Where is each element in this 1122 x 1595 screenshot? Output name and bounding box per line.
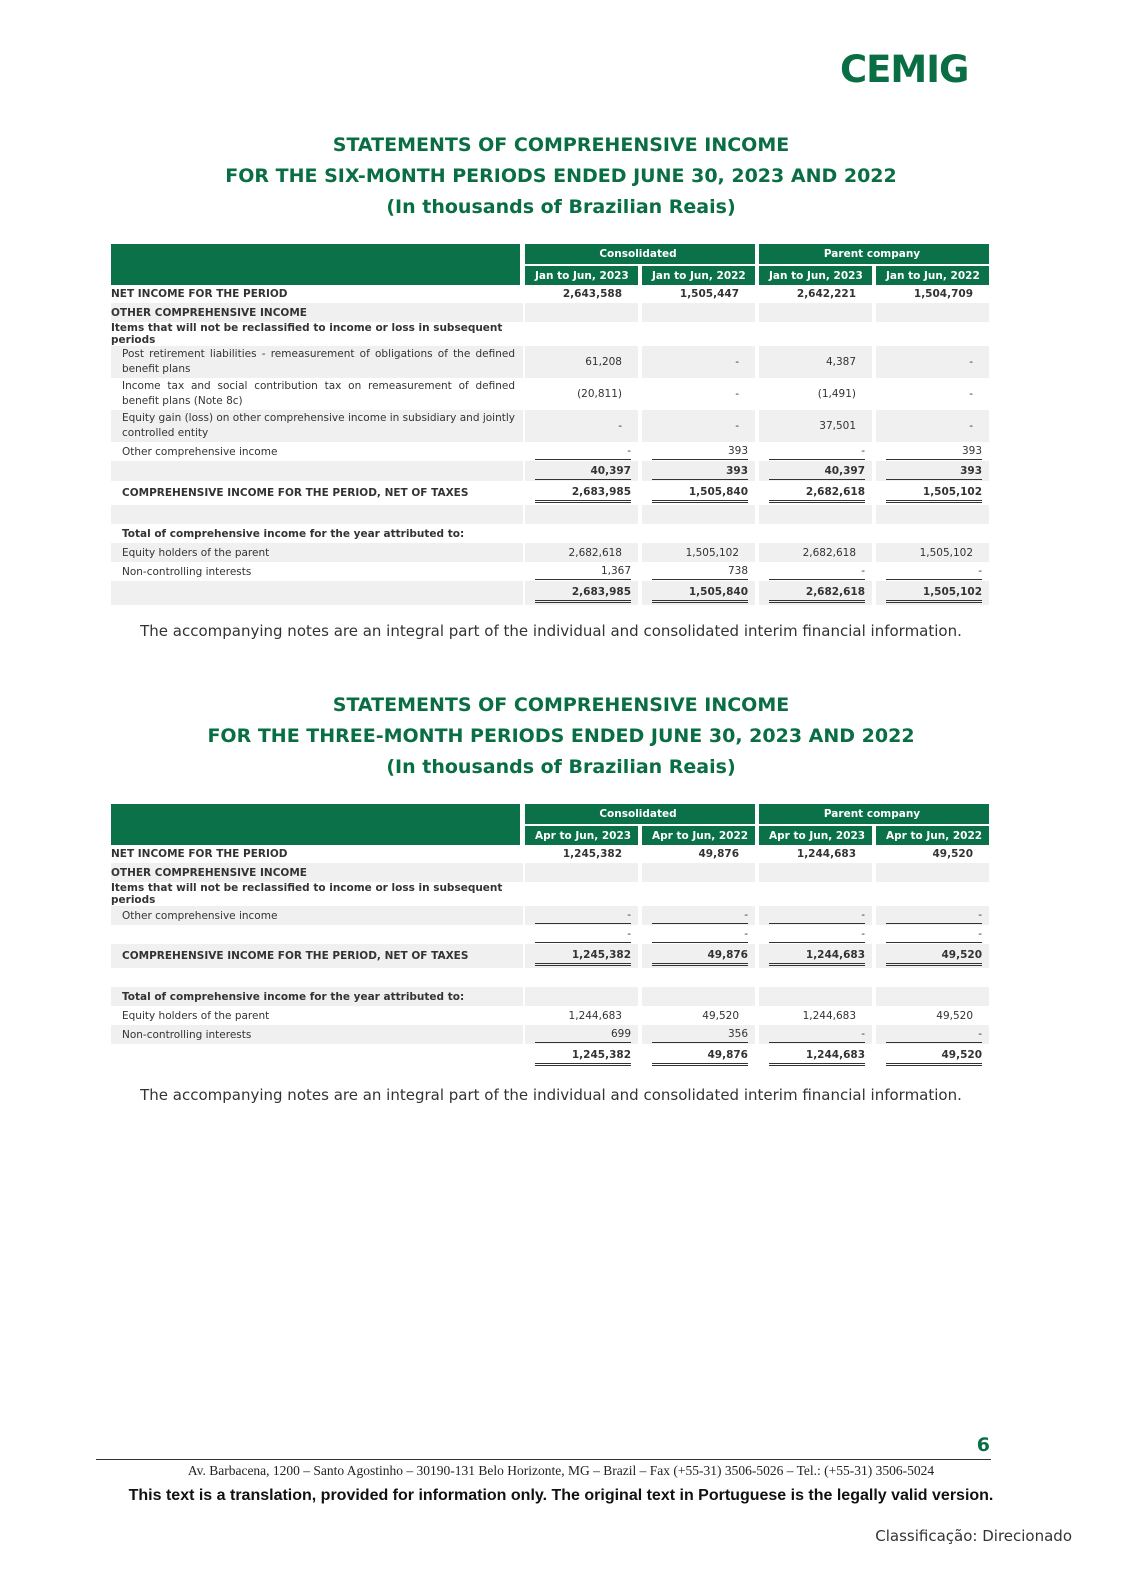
row-label: NET INCOME FOR THE PERIOD bbox=[111, 288, 288, 300]
row-label: COMPREHENSIVE INCOME FOR THE PERIOD, NET OF TAXES bbox=[122, 487, 469, 499]
six-month-statement-table bbox=[111, 244, 991, 605]
header-group-parent: Parent company bbox=[757, 244, 991, 266]
cell-value: 4,387 bbox=[757, 346, 874, 378]
statement2-title-line: STATEMENTS OF COMPREHENSIVE INCOME bbox=[332, 694, 790, 716]
row-label: Other comprehensive income bbox=[122, 445, 278, 458]
table-row bbox=[111, 863, 991, 882]
row-label: Income tax and social contribution tax on remeasurement of defined benefit plans (Note 8c) bbox=[122, 380, 515, 407]
table-row bbox=[111, 322, 991, 346]
cell-value: 2,682,618 bbox=[757, 543, 874, 562]
column-header: Jan to Jun, 2023 bbox=[757, 266, 874, 285]
table-row bbox=[111, 481, 991, 505]
table-row bbox=[111, 987, 991, 1006]
cell-value: 1,505,447 bbox=[640, 285, 757, 303]
column-header: Apr to Jun, 2022 bbox=[640, 826, 757, 845]
cell-value: 356 bbox=[652, 1026, 748, 1043]
cell-value: 1,244,683 bbox=[757, 1006, 874, 1025]
cell-value: 1,245,382 bbox=[523, 845, 640, 863]
statement1-title-line: (In thousands of Brazilian Reais) bbox=[386, 196, 736, 218]
table-row bbox=[111, 524, 991, 543]
cell-value: 49,520 bbox=[640, 1006, 757, 1025]
column-header: Apr to Jun, 2023 bbox=[757, 826, 874, 845]
cell-value: 2,682,618 bbox=[523, 543, 640, 562]
total-value: 1,505,840 bbox=[652, 484, 748, 503]
table-row bbox=[111, 378, 991, 410]
cell-value: 699 bbox=[535, 1026, 631, 1043]
cell-value: - bbox=[769, 563, 865, 580]
cell-value: 49,520 bbox=[874, 1006, 991, 1025]
statement2-title bbox=[0, 690, 1122, 783]
statement1-note: The accompanying notes are an integral part of the individual and consolidated interim financial information. bbox=[140, 622, 962, 640]
statement2-note: The accompanying notes are an integral part of the individual and consolidated interim financial information. bbox=[140, 1086, 962, 1104]
subtotal-value: 40,397 bbox=[769, 463, 865, 480]
total-value: 1,505,102 bbox=[886, 584, 982, 603]
header-group-consolidated: Consolidated bbox=[523, 804, 757, 826]
table-row bbox=[111, 906, 991, 925]
cell-value: 1,244,683 bbox=[523, 1006, 640, 1025]
statement1-title-line: STATEMENTS OF COMPREHENSIVE INCOME bbox=[332, 134, 790, 156]
table-row bbox=[111, 1044, 991, 1068]
cell-value: 1,505,102 bbox=[874, 543, 991, 562]
table-row bbox=[111, 303, 991, 322]
cell-value: - bbox=[769, 443, 865, 460]
table-row bbox=[111, 285, 991, 303]
total-value: 2,682,618 bbox=[769, 584, 865, 603]
header-group-consolidated: Consolidated bbox=[523, 244, 757, 266]
row-label: Non-controlling interests bbox=[111, 1025, 523, 1044]
row-label: Items that will not be reclassified to income or loss in subsequent periods bbox=[111, 882, 503, 906]
cell-value: - bbox=[523, 410, 640, 442]
translation-disclaimer: This text is a translation, provided for information only. The original text in Portuguese is the legally valid version. bbox=[128, 1487, 994, 1504]
logo-text: CEMIG bbox=[840, 48, 969, 90]
row-label: Non-controlling interests bbox=[122, 565, 252, 578]
column-header: Jan to Jun, 2022 bbox=[874, 266, 991, 285]
header-blank-cell bbox=[111, 804, 523, 845]
total-value: 1,245,382 bbox=[535, 947, 631, 966]
table-row bbox=[111, 944, 991, 968]
cell-value: 1,505,102 bbox=[640, 543, 757, 562]
column-header: Jan to Jun, 2023 bbox=[523, 266, 640, 285]
total-value: 1,244,683 bbox=[769, 1047, 865, 1066]
page-number: 6 bbox=[976, 1434, 990, 1456]
table-row bbox=[111, 1025, 991, 1044]
row-label: Other comprehensive income bbox=[111, 906, 523, 925]
cell-value: - bbox=[874, 346, 991, 378]
row-label: Total of comprehensive income for the year attributed to: bbox=[111, 987, 523, 1006]
total-value: 1,505,840 bbox=[652, 584, 748, 603]
subtotal-value: - bbox=[769, 926, 865, 943]
cell-value: 738 bbox=[652, 563, 748, 580]
table-row bbox=[111, 442, 991, 461]
total-value: 2,682,618 bbox=[769, 484, 865, 503]
row-label: Equity holders of the parent bbox=[111, 543, 523, 562]
cell-value: 37,501 bbox=[757, 410, 874, 442]
column-header: Jan to Jun, 2022 bbox=[640, 266, 757, 285]
table-row bbox=[111, 581, 991, 605]
row-label bbox=[111, 461, 523, 481]
cell-value: (1,491) bbox=[757, 378, 874, 410]
table-row bbox=[111, 1006, 991, 1025]
cell-value: - bbox=[640, 410, 757, 442]
column-header: Apr to Jun, 2022 bbox=[874, 826, 991, 845]
cell-value: 2,643,588 bbox=[523, 285, 640, 303]
cell-value: 393 bbox=[652, 443, 748, 460]
total-value: 1,505,102 bbox=[886, 484, 982, 503]
table-row bbox=[111, 562, 991, 581]
subtotal-value: 40,397 bbox=[535, 463, 631, 480]
row-label: Total of comprehensive income for the year attributed to: bbox=[122, 527, 465, 540]
row-label: OTHER COMPREHENSIVE INCOME bbox=[111, 863, 523, 882]
total-value: 2,683,985 bbox=[535, 584, 631, 603]
cell-value: 61,208 bbox=[523, 346, 640, 378]
cell-value: 1,367 bbox=[535, 563, 631, 580]
row-label: Equity gain (loss) on other comprehensive income in subsidiary and jointly controlled entity bbox=[122, 412, 515, 439]
table-row bbox=[111, 346, 991, 378]
cell-value: 1,244,683 bbox=[757, 845, 874, 863]
row-label: COMPREHENSIVE INCOME FOR THE PERIOD, NET OF TAXES bbox=[111, 944, 523, 968]
table-row bbox=[111, 968, 991, 987]
statement1-title-line: FOR THE SIX-MONTH PERIODS ENDED JUNE 30, 2023 AND 2022 bbox=[225, 165, 897, 187]
row-label bbox=[111, 925, 523, 944]
total-value: 49,520 bbox=[886, 947, 982, 966]
cell-value: - bbox=[640, 378, 757, 410]
cell-value: - bbox=[640, 346, 757, 378]
subtotal-value: - bbox=[886, 926, 982, 943]
column-header: Apr to Jun, 2023 bbox=[523, 826, 640, 845]
cell-value: 393 bbox=[886, 443, 982, 460]
cell-value: - bbox=[886, 563, 982, 580]
table-row bbox=[111, 410, 991, 442]
subtotal-value: - bbox=[535, 926, 631, 943]
cell-value: - bbox=[535, 907, 631, 924]
table-row bbox=[111, 461, 991, 481]
table-row bbox=[111, 505, 991, 524]
cell-value: 49,520 bbox=[874, 845, 991, 863]
classification-label: Classificação: Direcionado bbox=[875, 1527, 1072, 1545]
total-value: 49,520 bbox=[886, 1047, 982, 1066]
cell-value: - bbox=[769, 1026, 865, 1043]
cell-value: - bbox=[535, 443, 631, 460]
table-row bbox=[111, 543, 991, 562]
cemig-logo bbox=[838, 44, 994, 90]
cell-value: (20,811) bbox=[523, 378, 640, 410]
row-label: Items that will not be reclassified to income or loss in subsequent periods bbox=[111, 322, 503, 346]
table-row bbox=[111, 845, 991, 863]
statement1-title bbox=[0, 130, 1122, 223]
header-blank-cell bbox=[111, 244, 523, 285]
subtotal-value: 393 bbox=[886, 463, 982, 480]
row-label: Equity holders of the parent bbox=[122, 1009, 270, 1022]
cell-value: - bbox=[886, 907, 982, 924]
statement2-title-line: (In thousands of Brazilian Reais) bbox=[386, 756, 736, 778]
footer-divider bbox=[96, 1459, 991, 1460]
cell-value: - bbox=[874, 378, 991, 410]
total-value: 49,876 bbox=[652, 1047, 748, 1066]
row-label bbox=[111, 968, 523, 987]
row-label bbox=[111, 1044, 523, 1068]
total-value: 49,876 bbox=[652, 947, 748, 966]
subtotal-value: - bbox=[652, 926, 748, 943]
row-label: OTHER COMPREHENSIVE INCOME bbox=[111, 303, 523, 322]
row-label bbox=[111, 505, 523, 524]
cell-value: 1,504,709 bbox=[874, 285, 991, 303]
row-label: NET INCOME FOR THE PERIOD bbox=[111, 848, 288, 860]
table-row bbox=[111, 882, 991, 906]
cell-value: 49,876 bbox=[640, 845, 757, 863]
cell-value: 2,642,221 bbox=[757, 285, 874, 303]
row-label: Post retirement liabilities - remeasurement of obligations of the defined benefit plans bbox=[122, 348, 515, 375]
cell-value: - bbox=[886, 1026, 982, 1043]
table-row bbox=[111, 925, 991, 944]
total-value: 1,245,382 bbox=[535, 1047, 631, 1066]
cell-value: - bbox=[652, 907, 748, 924]
header-group-parent: Parent company bbox=[757, 804, 991, 826]
three-month-statement-table bbox=[111, 804, 991, 1068]
total-value: 1,244,683 bbox=[769, 947, 865, 966]
statement2-title-line: FOR THE THREE-MONTH PERIODS ENDED JUNE 30, 2023 AND 2022 bbox=[207, 725, 915, 747]
footer-address: Av. Barbacena, 1200 – Santo Agostinho – 30190-131 Belo Horizonte, MG – Brazil – Fax (+55-31) 3506-5026 – Tel.: (+55-31) 3506-5024 bbox=[187, 1463, 935, 1478]
row-label bbox=[111, 581, 523, 605]
cell-value: - bbox=[769, 907, 865, 924]
subtotal-value: 393 bbox=[652, 463, 748, 480]
total-value: 2,683,985 bbox=[535, 484, 631, 503]
cell-value: - bbox=[874, 410, 991, 442]
